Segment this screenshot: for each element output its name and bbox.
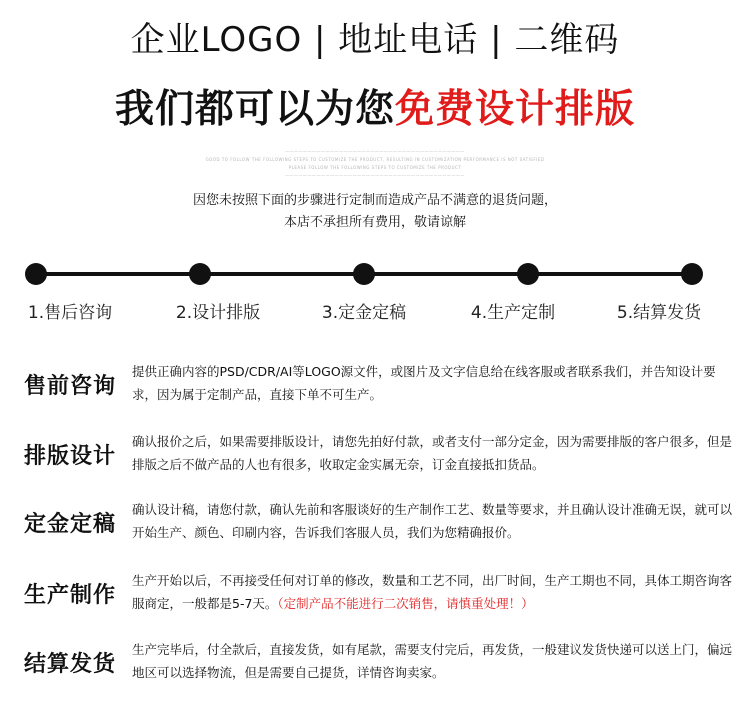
notice-line-2: 本店不承担所有费用，敬请谅解 [283,215,466,230]
section-text: 生产完毕后，付全款后，直接发货，如有尾款，需要支付完后，再发货，一般建议发货快递可以送上门，偏远地区可以选择物流，但是需要自己提货，详情咨询卖家。 [132,642,733,680]
step-label-3: 3.定金定稿 [321,303,407,323]
section-heading: 售前咨询 [24,374,117,399]
step-label-1: 1.售后咨询 [27,303,113,323]
step-label-5: 5.结算发货 [616,303,702,323]
notice-line-1: 因您未按照下面的步骤进行定制而造成产品不满意的退货问题， [192,193,557,208]
step-label-4: 4.生产定制 [470,303,556,323]
fine-print-line: ———————————————————————————————————————— [285,149,465,154]
section-text: 确认设计稿，请您付款，确认先前和客服谈好的生产制作工艺、数量等要求，并且确认设计准确无误，就可以开始生产、颜色、印刷内容，告诉我们客服人员，我们为您精确报价。 [132,502,733,540]
section-text: 确认报价之后，如果需要排版设计，请您先拍好付款，或者支付一部分定金，因为需要排版的客户很多，但是排版之后不做产品的人也有很多，收取定金实属无奈，订金直接抵扣货品。 [132,434,733,472]
header-contact-line: 企业LOGO | 地址电话 | 二维码 [130,20,620,60]
page-title [0,84,750,136]
timeline-dot-4 [517,263,539,285]
process-timeline [36,263,692,285]
section-text: 提供正确内容的PSD/CDR/AI等LOGO源文件，或图片及文字信息给在线客服或者联系我们，并告知设计要求，因为属于定制产品，直接下单不可生产。 [132,364,716,402]
section-text: 生产开始以后，不再接受任何对订单的修改，数量和工艺不同，出厂时间，生产工期也不同，具体工期咨询客服商定，一般都是5-7天。（定制产品不能进行二次销售，请慎重处理！） [132,573,733,611]
section-heading: 定金定稿 [24,512,117,537]
title-red-part: 免费设计排版 [395,87,636,132]
step-label-2: 2.设计排版 [175,303,261,323]
section-heading: 排版设计 [24,444,117,469]
timeline-dot-3 [353,263,375,285]
fine-print-line: PLEASE FOLLOW THE FOLLOWING STEPS TO CUSTOMIZE THE PRODUCT [288,165,462,170]
section-heading: 生产制作 [24,583,117,608]
title-black-part: 我们都可以为您 [114,87,395,132]
notice [0,190,750,234]
timeline-dot-2 [189,263,211,285]
fine-print [0,148,750,180]
section-heading: 结算发货 [24,652,117,677]
fine-print-line: GOOD TO FOLLOW THE FOLLOWING STEPS TO CUSTOMIZE THE PRODUCT, RESULTING IN CUSTOMIZATION PERFORMANCE IS NOT SATISFIED [205,157,545,162]
timeline-dot-1 [25,263,47,285]
timeline-dot-5 [681,263,703,285]
fine-print-line: ———————————————————————————————————————— [285,173,465,178]
warning-text: （定制产品不能进行二次销售，请慎重处理！） [277,596,534,611]
